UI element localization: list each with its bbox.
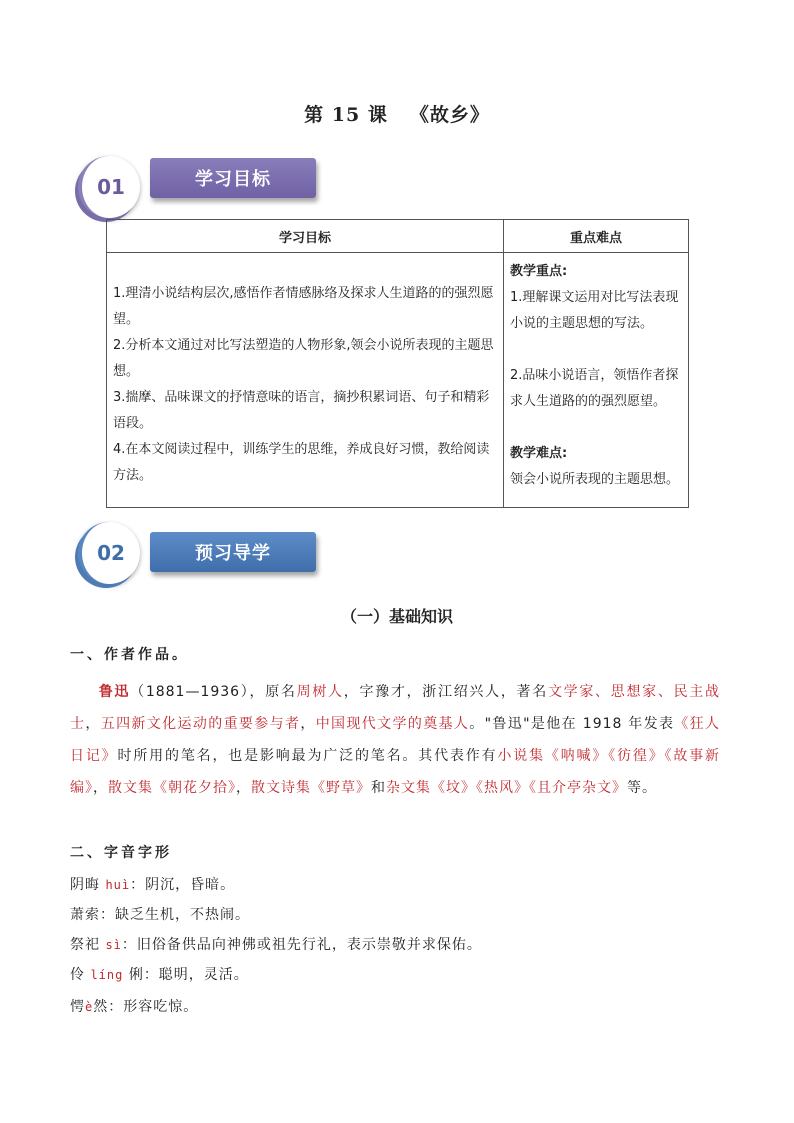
goal-item: 3.揣摩、品味课文的抒情意味的语言，摘抄积累词语、句子和精彩语段。 xyxy=(113,390,490,431)
lesson-number: 第 15 课 xyxy=(304,104,388,126)
section-label: 预习导学 xyxy=(150,532,316,572)
section-header-goals xyxy=(78,156,338,220)
difficulty-item: 领会小说所表现的主题思想。 xyxy=(510,472,680,487)
focus-cell xyxy=(504,253,689,508)
section-number-badge: 01 xyxy=(78,156,140,218)
key-point-item: 1.理解课文运用对比写法表现小说的主题思想的写法。 xyxy=(510,290,679,331)
focus-column-header: 重点难点 xyxy=(504,220,689,253)
subsection-title: （一）基础知识 xyxy=(340,607,453,626)
lesson-name: 《故乡》 xyxy=(409,104,490,126)
heading-pronunciation: 二、字音字形 xyxy=(70,845,172,861)
section-label: 学习目标 xyxy=(150,158,316,198)
vocab-item: 祭祀 sì：旧俗备供品向神佛或祖先行礼，表示崇敬并求保佑。 xyxy=(70,937,482,953)
goals-column-header: 学习目标 xyxy=(107,220,504,253)
vocab-item: 伶 líng 俐：聪明，灵活。 xyxy=(70,967,249,983)
goals-table xyxy=(106,219,689,508)
goals-cell xyxy=(107,253,504,508)
vocab-item: 萧索：缺乏生机，不热闹。 xyxy=(70,907,250,923)
vocab-item: 愕è然：形容吃惊。 xyxy=(70,999,199,1015)
goal-item: 2.分析本文通过对比写法塑造的人物形象,领会小说所表现的主题思想。 xyxy=(113,338,494,379)
page-title xyxy=(0,100,794,127)
table-header-row xyxy=(107,220,689,253)
real-name: 周树人 xyxy=(296,684,344,700)
key-points-label: 教学重点: xyxy=(510,264,568,279)
section-header-preview xyxy=(78,522,338,586)
table-row xyxy=(107,253,689,508)
author-paragraph: 鲁迅（1881—1936），原名周树人，字豫才，浙江绍兴人，著名文学家、思想家、民主战士，五四新文化运动的重要参与者，中国现代文学的奠基人。"鲁迅"是他在 1918 年发表《狂人日记》时所用的笔名，也是影响最为广泛的笔名。其代表作有小说集《呐喊》《彷徨》《故事新编》，散文集《朝花夕拾》，散文诗集《野草》和杂文集《坟》《热风》《且介亭杂文》等。 xyxy=(70,684,721,796)
goal-item: 1.理清小说结构层次,感悟作者情感脉络及探求人生道路的的强烈愿望。 xyxy=(113,286,494,327)
author-name: 鲁迅 xyxy=(98,684,131,700)
goal-item: 4.在本文阅读过程中，训练学生的思维，养成良好习惯，教给阅读方法。 xyxy=(113,442,490,483)
section-number-badge: 02 xyxy=(78,522,140,584)
difficulty-label: 教学难点: xyxy=(510,446,568,461)
heading-author-works: 一、作者作品。 xyxy=(70,647,189,663)
vocab-item: 阴晦 huì：阴沉，昏暗。 xyxy=(70,877,236,893)
key-point-item: 2.品味小说语言，领悟作者探求人生道路的的强烈愿望。 xyxy=(510,368,679,409)
